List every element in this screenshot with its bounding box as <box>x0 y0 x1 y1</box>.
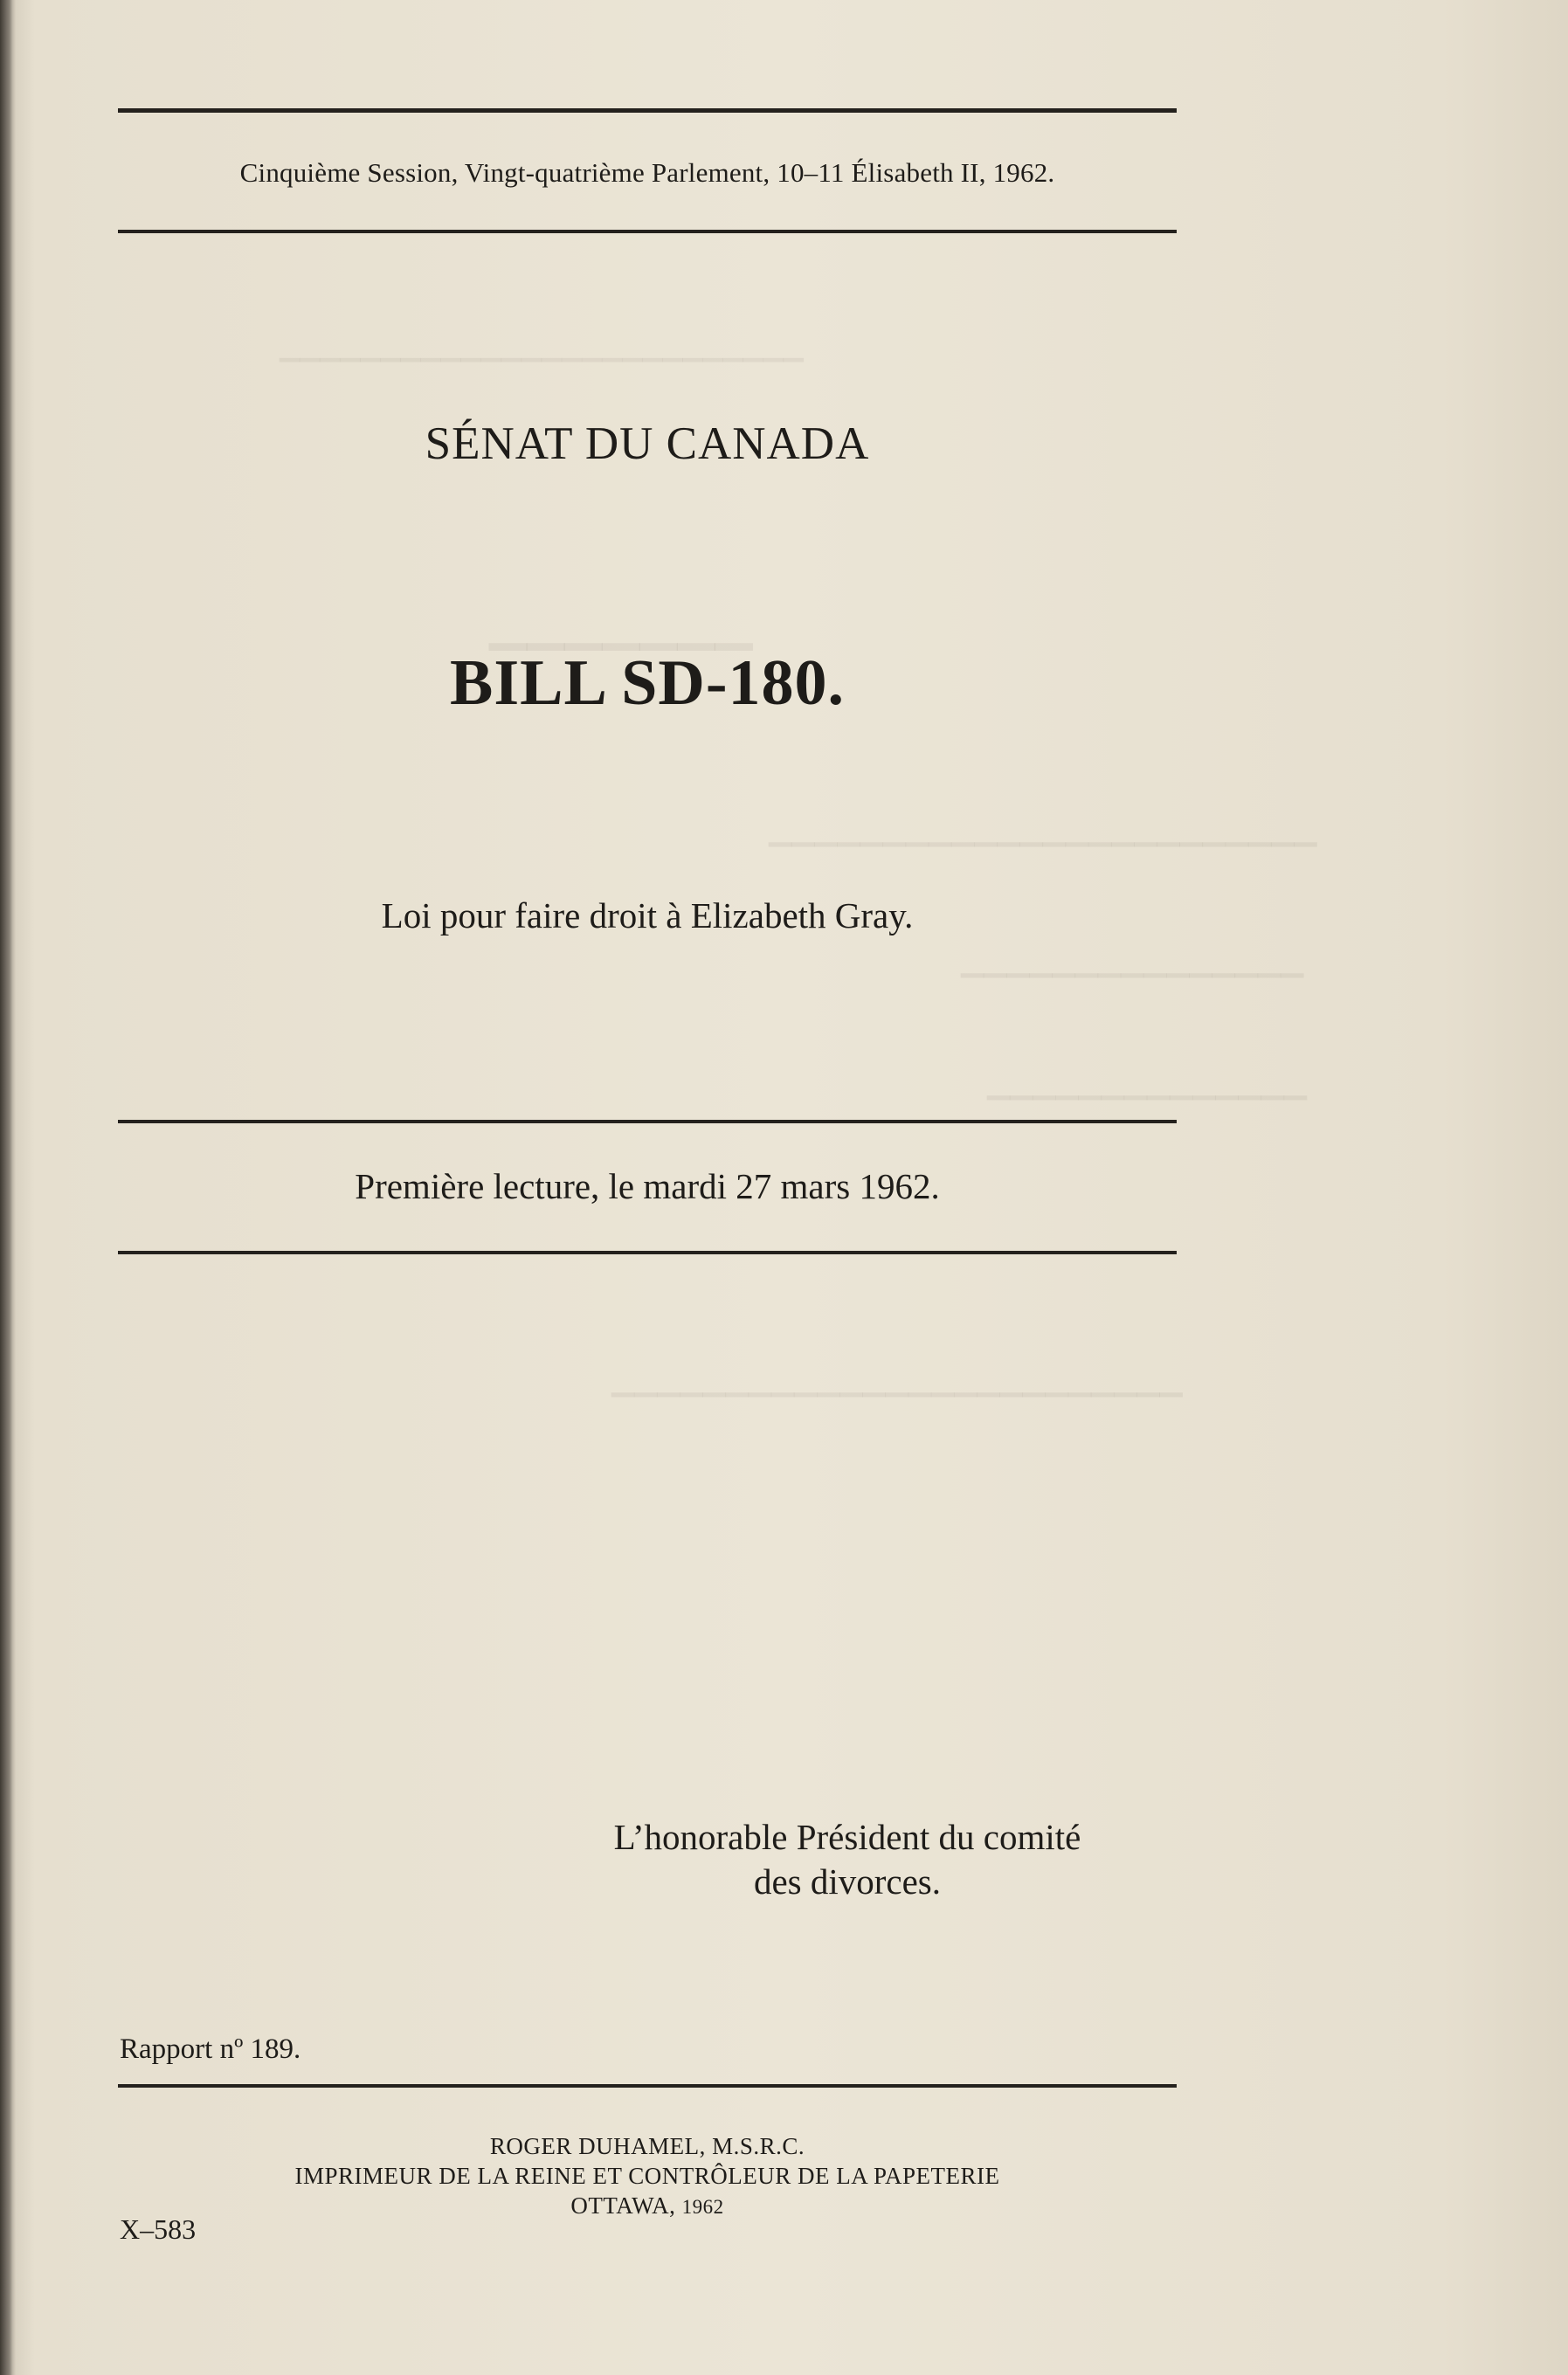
sponsor-block <box>524 1815 1171 1904</box>
footer-rule <box>118 2084 1177 2088</box>
bleed-through-line: ▁▁▁▁▁▁▁▁▁▁▁▁▁▁▁▁▁▁▁▁▁▁▁▁ <box>769 814 1317 846</box>
printer-year: 1962 <box>681 2196 724 2218</box>
chamber-title: SÉNAT DU CANADA <box>425 418 870 469</box>
session-line: Cinquième Session, Vingt-quatrième Parlement, 10–11 Élisabeth II, 1962. <box>239 157 1055 188</box>
bleed-through-line: ▁▁▁▁▁▁▁▁▁▁▁▁▁▁ <box>987 1067 1308 1100</box>
bill-short-title: Loi pour faire droit à Elizabeth Gray. <box>381 895 914 936</box>
bleed-through-line: ▁▁▁▁▁▁▁▁▁▁▁▁▁▁▁▁▁▁▁▁▁▁▁▁▁▁ <box>280 333 804 362</box>
bleed-through-line: ▁▁▁▁▁▁▁ <box>489 596 753 650</box>
reading-top-rule <box>118 1120 1177 1123</box>
binding-shadow <box>0 0 12 2375</box>
reading-bottom-rule <box>118 1251 1177 1254</box>
bleed-through-line: ▁▁▁▁▁▁▁▁▁▁▁▁▁▁▁ <box>961 945 1304 977</box>
printer-imprint <box>118 2131 1177 2222</box>
document-code: X–583 <box>120 2213 197 2245</box>
top-rule <box>118 108 1177 113</box>
sponsor-line: des divorces. <box>753 1861 942 1902</box>
printer-place-line <box>118 2191 1177 2222</box>
sponsor-line: L’honorable Président du comité <box>613 1817 1081 1857</box>
bleed-through-line: ▁▁▁▁▁▁▁▁▁▁▁▁▁▁▁▁▁▁▁▁▁▁▁▁▁ <box>611 1364 1183 1397</box>
printer-name: ROGER DUHAMEL, M.S.R.C. <box>489 2133 805 2159</box>
report-number: Rapport nº 189. <box>120 2033 301 2065</box>
bill-number: BILL SD-180. <box>449 647 846 719</box>
printer-place: OTTAWA, <box>570 2192 682 2219</box>
first-reading-line: Première lecture, le mardi 27 mars 1962. <box>355 1166 940 1206</box>
header-rule <box>118 230 1177 233</box>
printer-title: IMPRIMEUR DE LA REINE ET CONTRÔLEUR DE LA PAPETERIE <box>294 2163 1000 2189</box>
